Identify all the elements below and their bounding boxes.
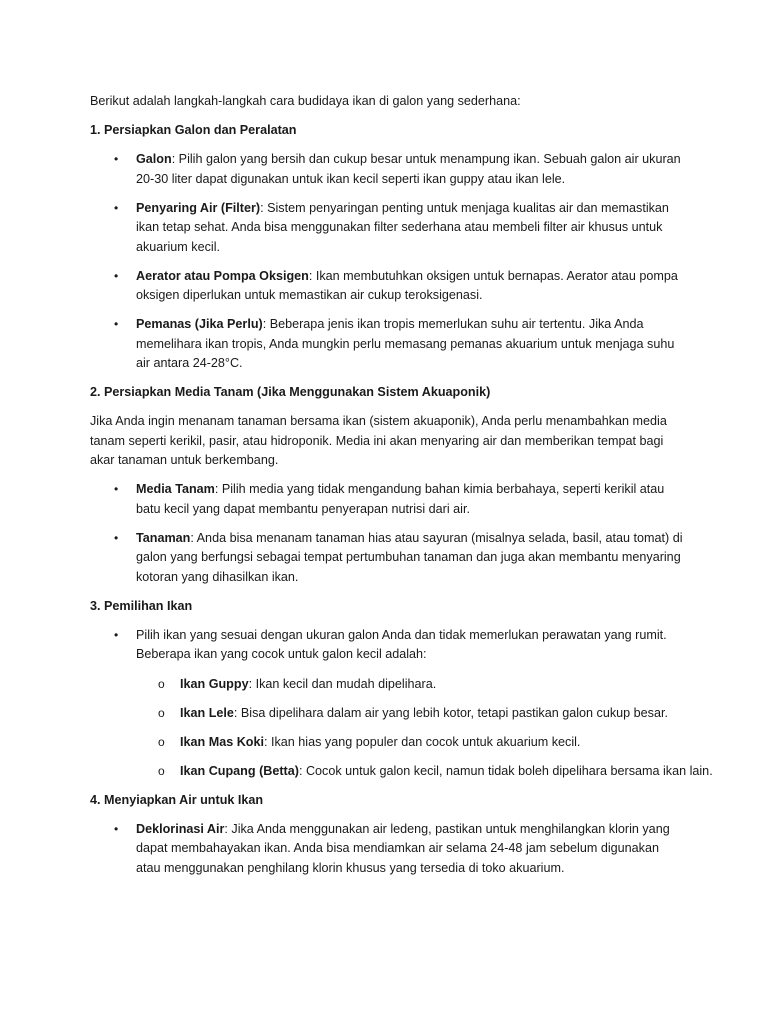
bullet-marker: • <box>114 530 119 545</box>
sub-list-item <box>90 762 729 782</box>
section-paragraph: Jika Anda ingin menanam tanaman bersama ikan (sistem akuaponik), Anda perlu menambahkan media tanam seperti kerikil, pasir, atau hidroponik. Media ini akan menyaring air dan memberikan tempat bagi akar tanaman untuk berkembang. <box>90 414 667 467</box>
bullet-list <box>90 626 713 782</box>
item-text: : Sistem penyaringan penting untuk menjaga kualitas air dan memastikan ikan tetap sehat. Anda bisa menggunakan filter sederhana atau membeli filter air khusus untuk akuarium kecil. <box>136 200 669 254</box>
item-text: : Cocok untuk galon kecil, namun tidak boleh dipelihara bersama ikan lain. <box>298 763 713 778</box>
item-term: Media Tanam <box>136 482 215 496</box>
item-text: : Ikan hias yang populer dan cocok untuk akuarium kecil. <box>264 734 581 749</box>
sub-list-item <box>90 675 729 695</box>
sub-list-item <box>90 704 729 724</box>
sub-marker: o <box>158 734 165 749</box>
item-term: Ikan Cupang (Betta) <box>180 763 299 778</box>
list-item <box>90 480 685 519</box>
item-text: : Pilih galon yang bersih dan cukup besar untuk menampung ikan. Sebuah galon air ukuran 20-30 liter dapat digunakan untuk ikan kecil seperti ikan guppy atau ikan lele. <box>136 152 681 186</box>
section-heading: 4. Menyiapkan Air untuk Ikan <box>90 792 264 807</box>
list-item <box>90 150 685 189</box>
list-item <box>90 315 685 374</box>
item-text: : Jika Anda menggunakan air ledeng, pastikan untuk menghilangkan klorin yang dapat membahayakan ikan. Anda bisa mendiamkan air selama 24-48 jam sebelum digunakan atau menggunakan penghilang klorin khusus yang tersedia di toko akuarium. <box>136 821 670 875</box>
item-text: : Ikan kecil dan mudah dipelihara. <box>248 676 437 691</box>
item-term: Penyaring Air (Filter) <box>136 200 261 215</box>
sub-list <box>136 675 713 782</box>
list-item <box>90 820 685 879</box>
item-text: : Ikan membutuhkan oksigen untuk bernapas. Aerator atau pompa oksigen diperlukan untuk memastikan air cukup teroksigenasi. <box>136 268 678 302</box>
list-item <box>90 267 685 306</box>
item-term: Aerator atau Pompa Oksigen <box>136 268 309 283</box>
sub-list-item <box>90 733 729 753</box>
item-text: : Pilih media yang tidak mengandung bahan kimia berbahaya, seperti kerikil atau batu kecil yang dapat membantu penyerapan nutrisi dari air. <box>136 482 665 516</box>
bullet-marker: • <box>114 200 119 215</box>
document-page <box>90 92 713 888</box>
item-text: : Anda bisa menanam tanaman hias atau sayuran (misalnya selada, basil, atau tomat) di galon yang berfungsi sebagai tempat pertumbuhan tanaman dan juga akan membantu menyaring kotoran yang dihasilkan ikan. <box>136 530 683 584</box>
intro-paragraph: Berikut adalah langkah-langkah cara budidaya ikan di galon yang sederhana: <box>90 94 521 108</box>
section-heading: 2. Persiapkan Media Tanam (Jika Menggunakan Sistem Akuaponik) <box>90 385 491 399</box>
item-term: Ikan Lele <box>180 705 234 720</box>
item-text: Pilih ikan yang sesuai dengan ukuran galon Anda dan tidak memerlukan perawatan yang rumit. Beberapa ikan yang cocok untuk galon kecil adalah: <box>136 627 667 661</box>
item-term: Galon <box>136 152 172 166</box>
sub-marker: o <box>158 676 165 691</box>
bullet-marker: • <box>114 821 119 836</box>
bullet-marker: • <box>114 268 119 283</box>
item-term: Tanaman <box>136 530 191 545</box>
bullet-marker: • <box>114 317 119 331</box>
bullet-list <box>90 820 685 879</box>
item-term: Deklorinasi Air <box>136 821 225 836</box>
bullet-marker: • <box>114 482 119 496</box>
bullet-list <box>90 150 685 374</box>
sub-marker: o <box>158 763 165 778</box>
bullet-marker: • <box>114 627 119 642</box>
sub-marker: o <box>158 705 165 720</box>
section-heading: 3. Pemilihan Ikan <box>90 598 193 613</box>
bullet-marker: • <box>114 152 119 166</box>
item-term: Pemanas (Jika Perlu) <box>136 317 263 331</box>
section-heading: 1. Persiapkan Galon dan Peralatan <box>90 123 297 137</box>
item-term: Ikan Guppy <box>180 676 249 691</box>
item-text: : Beberapa jenis ikan tropis memerlukan suhu air tertentu. Jika Anda memelihara ikan tropis, Anda mungkin perlu memasang pemanas akuarium untuk menjaga suhu air antara 24-28°C. <box>136 317 675 370</box>
list-item <box>90 199 685 258</box>
list-item <box>90 626 713 782</box>
item-term: Ikan Mas Koki <box>180 734 264 749</box>
list-item <box>90 529 685 588</box>
item-text: : Bisa dipelihara dalam air yang lebih kotor, tetapi pastikan galon cukup besar. <box>233 705 668 720</box>
bullet-list <box>90 480 685 587</box>
